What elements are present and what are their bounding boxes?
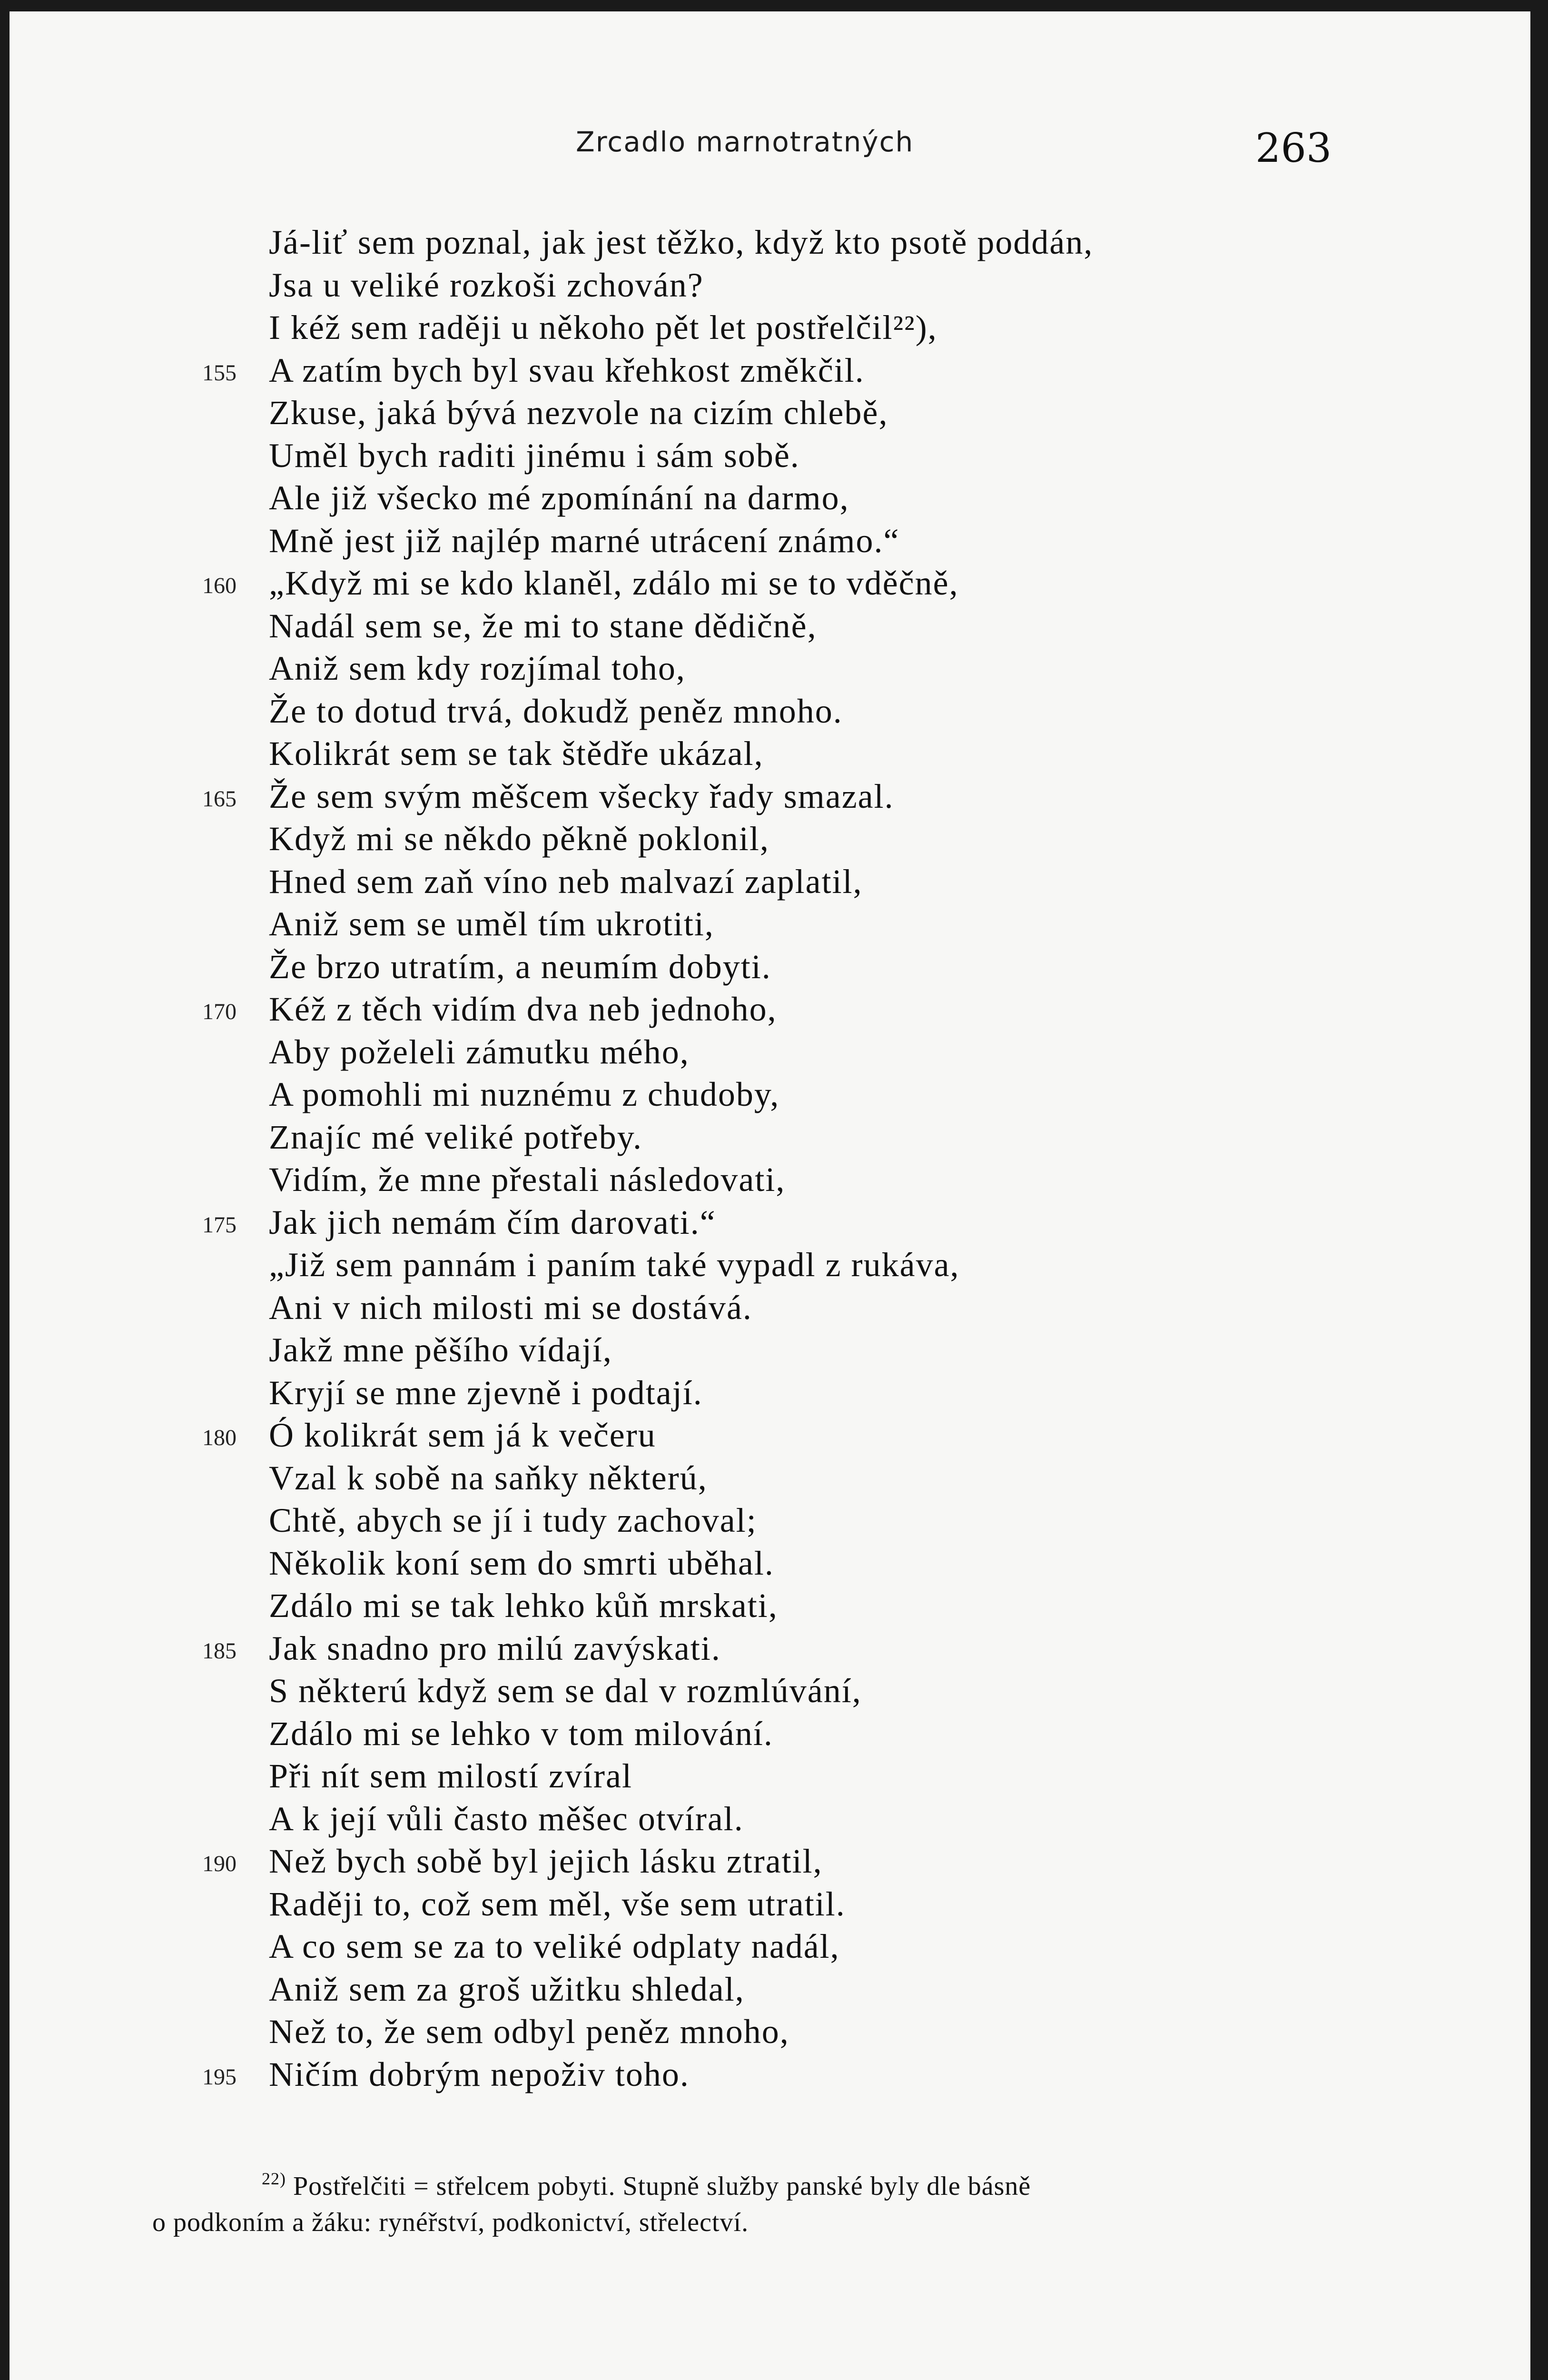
verse-text: Ale již všecko mé zpomínání na darmo, xyxy=(269,479,849,517)
verse-line xyxy=(10,1712,1437,1755)
verse-text: Kolikrát sem se tak štědře ukázal, xyxy=(269,734,764,773)
verse-line xyxy=(10,1968,1437,2011)
verse-text: A zatím bych byl svau křehkost změkčil. xyxy=(269,351,865,389)
verse-text: Aby poželeli zámutku mého, xyxy=(269,1032,690,1071)
verse-line xyxy=(10,1925,1437,1968)
poem-text xyxy=(10,11,1530,2380)
verse-line xyxy=(10,605,1437,647)
verse-line xyxy=(10,1116,1437,1159)
verse-number: 165 xyxy=(202,786,237,812)
verse-line xyxy=(10,945,1437,988)
verse-line xyxy=(10,988,1437,1031)
verse-line xyxy=(10,562,1437,605)
verse-text: Znajíc mé veliké potřeby. xyxy=(269,1118,643,1156)
verse-line xyxy=(10,1584,1437,1627)
footnote-text-1: Postřelčiti = střelcem pobyti. Stupně služby panské byly dle básně xyxy=(293,2172,1031,2201)
footnote-marker: 22) xyxy=(262,2169,286,2188)
verse-line xyxy=(10,1329,1437,1371)
verse-text: Že sem svým měšcem všecky řady smazal. xyxy=(269,777,894,815)
verse-number: 170 xyxy=(202,999,237,1024)
verse-line xyxy=(10,1627,1437,1670)
verse-text: Jakž mne pěšího vídají, xyxy=(269,1331,612,1369)
verse-number: 160 xyxy=(202,573,237,598)
page-number: 263 xyxy=(1255,125,1332,171)
footnote xyxy=(152,2161,1371,2241)
verse-text: Ó kolikrát sem já k večeru xyxy=(269,1416,656,1454)
verse-text: Jsa u veliké rozkoši zchován? xyxy=(269,266,704,304)
verse-line xyxy=(10,1499,1437,1542)
verse-number: 190 xyxy=(202,1851,237,1876)
verse-line xyxy=(10,1158,1437,1201)
verse-text: Kryjí se mne zjevně i podtají. xyxy=(269,1373,703,1412)
verse-line xyxy=(10,775,1437,818)
verse-text: Zdálo mi se lehko v tom milování. xyxy=(269,1714,773,1753)
verse-line xyxy=(10,519,1437,562)
footnote-line-2: o podkoním a žáku: rynéřství, podkonictví, střelectví. xyxy=(152,2208,749,2237)
verse-text: Uměl bych raditi jinému i sám sobě. xyxy=(269,436,800,475)
verse-line xyxy=(10,1243,1437,1286)
verse-text: Než bych sobě byl jejich lásku ztratil, xyxy=(269,1842,823,1880)
verse-line xyxy=(10,264,1437,307)
verse-line xyxy=(10,306,1437,349)
verse-line xyxy=(10,2053,1437,2096)
verse-number: 155 xyxy=(202,360,237,386)
verse-line xyxy=(10,349,1437,392)
verse-text: Nadál sem se, že mi to stane dědičně, xyxy=(269,606,817,645)
verse-line xyxy=(10,434,1437,477)
verse-line xyxy=(10,902,1437,945)
verse-text: Vzal k sobě na saňky některú, xyxy=(269,1458,708,1497)
verse-text: Aniž sem se uměl tím ukrotiti, xyxy=(269,905,714,943)
verse-line xyxy=(10,1371,1437,1414)
verse-line xyxy=(10,860,1437,903)
verse-text: I kéž sem raději u někoho pět let postřelčil²²), xyxy=(269,308,937,347)
verse-line xyxy=(10,1457,1437,1499)
verse-text: A co sem se za to veliké odplaty nadál, xyxy=(269,1927,840,1965)
verse-line xyxy=(10,1883,1437,1925)
verse-line xyxy=(10,1286,1437,1329)
verse-text: S některú když sem se dal v rozmlúvání, xyxy=(269,1672,862,1710)
verse-line xyxy=(10,1031,1437,1073)
footnote-line-1 xyxy=(152,2161,1371,2204)
verse-line xyxy=(10,391,1437,434)
verse-line xyxy=(10,476,1437,519)
verse-text: Že brzo utratím, a neumím dobyti. xyxy=(269,947,771,986)
verse-text: Raději to, což sem měl, vše sem utratil. xyxy=(269,1884,846,1923)
verse-text: Kéž z těch vidím dva neb jednoho, xyxy=(269,990,777,1028)
verse-text: „Již sem pannám i paním také vypadl z rukáva, xyxy=(269,1246,960,1284)
verse-line xyxy=(10,1073,1437,1116)
verse-line xyxy=(10,1755,1437,1797)
verse-text: Vidím, že mne přestali následovati, xyxy=(269,1160,786,1199)
verse-text: Já-liť sem poznal, jak jest těžko, když kto psotě poddán, xyxy=(269,223,1094,261)
verse-text: Chtě, abych se jí i tudy zachoval; xyxy=(269,1501,757,1539)
verse-line xyxy=(10,647,1437,690)
verse-text: Mně jest již najlép marné utrácení známo.“ xyxy=(269,521,900,560)
verse-number: 185 xyxy=(202,1638,237,1664)
verse-text: Zkuse, jaká bývá nezvole na cizím chlebě, xyxy=(269,394,888,432)
verse-number: 195 xyxy=(202,2064,237,2090)
verse-line xyxy=(10,1840,1437,1883)
verse-text: Aniž sem kdy rozjímal toho, xyxy=(269,649,686,687)
verse-text: A pomohli mi nuznému z chudoby, xyxy=(269,1075,780,1113)
book-page xyxy=(10,11,1530,2380)
verse-text: Ničím dobrým nepoživ toho. xyxy=(269,2055,690,2093)
verse-line xyxy=(10,732,1437,775)
verse-text: Několik koní sem do smrti uběhal. xyxy=(269,1544,774,1582)
verse-text: Hned sem zaň víno neb malvazí zaplatil, xyxy=(269,862,863,901)
verse-line xyxy=(10,1797,1437,1840)
verse-text: Jak jich nemám čím darovati.“ xyxy=(269,1203,716,1241)
verse-text: Než to, že sem odbyl peněz mnoho, xyxy=(269,2013,789,2051)
verse-line xyxy=(10,1201,1437,1244)
verse-text: „Když mi se kdo klaněl, zdálo mi se to vděčně, xyxy=(269,564,959,602)
verse-text: Aniž sem za groš užitku shledal, xyxy=(269,1970,745,2008)
verse-line xyxy=(10,2010,1437,2053)
verse-text: A k její vůli často měšec otvíral. xyxy=(269,1799,744,1838)
verse-line xyxy=(10,817,1437,860)
verse-line xyxy=(10,690,1437,733)
verse-line xyxy=(10,221,1437,264)
verse-line xyxy=(10,1669,1437,1712)
verse-text: Když mi se někdo pěkně poklonil, xyxy=(269,820,769,858)
verse-line xyxy=(10,1414,1437,1457)
verse-text: Ani v nich milosti mi se dostává. xyxy=(269,1288,752,1327)
verse-number: 180 xyxy=(202,1425,237,1450)
verse-number: 175 xyxy=(202,1212,237,1238)
verse-text: Při nít sem milostí zvíral xyxy=(269,1757,632,1795)
verse-line xyxy=(10,1542,1437,1585)
verse-text: Že to dotud trvá, dokudž peněz mnoho. xyxy=(269,692,843,730)
verse-text: Zdálo mi se tak lehko kůň mrskati, xyxy=(269,1587,778,1625)
running-header: Zrcadlo marnotratných xyxy=(576,126,914,158)
verse-text: Jak snadno pro milú zavýskati. xyxy=(269,1629,721,1667)
